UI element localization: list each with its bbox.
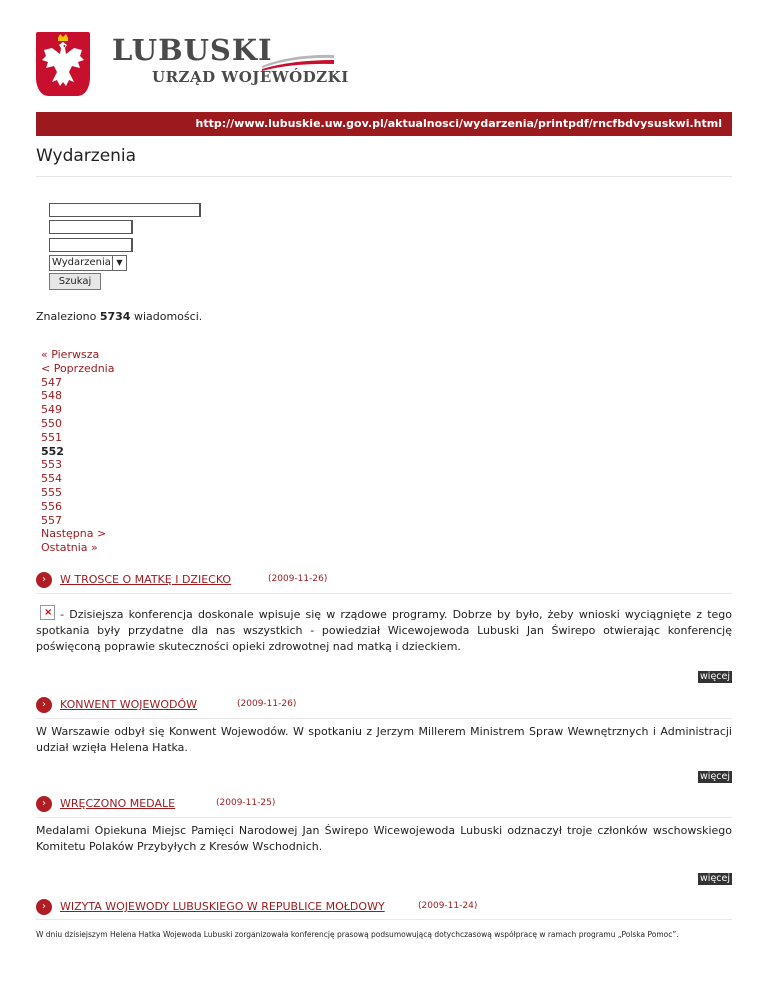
title-divider — [36, 176, 732, 177]
pagination-next[interactable]: Następna > — [41, 527, 107, 541]
triangle-down-icon[interactable]: ▼ — [112, 256, 126, 270]
news-date: (2009-11-24) — [418, 901, 478, 911]
page-title: Wydarzenia — [36, 146, 137, 166]
chevron-right-icon[interactable]: › — [36, 572, 52, 588]
more-link[interactable]: więcej — [700, 873, 730, 884]
news-summary: W dniu dzisiejszym Helena Hatka Wojewoda Lubuski zorganizowała konferencję prasową podsumowującą dotychczasową współpracę w ramach programu „Polska Pomoc”. — [36, 930, 679, 939]
pagination — [41, 348, 114, 555]
site-header — [0, 0, 768, 140]
pagination-prev[interactable]: < Poprzednia — [41, 361, 115, 375]
pagination-page[interactable]: 547 — [41, 375, 62, 389]
news-divider — [36, 817, 732, 818]
chevron-right-icon[interactable]: › — [36, 796, 52, 812]
result-count-suffix: wiadomości. — [130, 310, 203, 323]
pagination-last[interactable]: Ostatnia » — [41, 541, 98, 555]
news-summary: W Warszawie odbył się Konwent Wojewodów. W spotkaniu z Jerzym Millerem Ministrem Spraw Wewnętrznych i Administracji udział wzięła Helena Hatka. — [36, 725, 732, 754]
pagination-page[interactable]: 550 — [41, 416, 62, 430]
news-summary-text: - Dzisiejsza konferencja doskonale wpisuje się w rządowe programy. Dobrze by było, żeby wnioski wyciągnięte z tego spotkania były przydatne dla nas wszystkich - powiedział Wicewojewoda Lubuski Jan Świrepo otwierając konferencję poświęconą poprawie skuteczności opieki zdrowotnej nad matką i dzieckiem. — [36, 608, 732, 653]
search-query-input[interactable] — [49, 203, 201, 217]
brand-title: LUBUSKI — [112, 33, 273, 67]
pagination-page[interactable]: 548 — [41, 389, 62, 403]
more-link[interactable]: więcej — [700, 771, 730, 782]
news-divider — [36, 919, 732, 920]
news-divider — [36, 718, 732, 719]
category-select[interactable] — [49, 255, 127, 271]
chevron-right-icon[interactable]: › — [36, 697, 52, 713]
brand-subtitle: URZĄD WOJEWÓDZKI — [152, 68, 349, 86]
news-summary: Medalami Opiekuna Miejsc Pamięci Narodowej Jan Świrepo Wicewojewoda Lubuski odznaczył troje członków wschowskiego Komitetu Polaków Przybyłych z Kresów Wschodnich. — [36, 824, 732, 853]
broken-image-icon: × — [40, 605, 55, 620]
eagle-emblem-icon[interactable] — [36, 32, 90, 96]
news-date: (2009-11-25) — [216, 798, 276, 808]
more-link[interactable]: więcej — [700, 671, 730, 682]
print-url-bar — [36, 112, 732, 136]
news-divider — [36, 593, 732, 594]
news-summary — [36, 605, 732, 655]
result-count-prefix: Znaleziono — [36, 310, 100, 323]
date-to-input[interactable] — [49, 238, 133, 252]
pagination-page[interactable]: 555 — [41, 485, 62, 499]
category-selected-value: Wydarzenia — [52, 257, 111, 268]
news-title-link[interactable]: W TROSCE O MATKĘ I DZIECKO — [60, 573, 232, 586]
news-title-link[interactable]: WRĘCZONO MEDALE — [60, 797, 176, 810]
chevron-right-icon[interactable]: › — [36, 899, 52, 915]
news-title-link[interactable]: KONWENT WOJEWODÓW — [60, 698, 198, 711]
pagination-page[interactable]: 553 — [41, 458, 62, 472]
pagination-page[interactable]: 549 — [41, 403, 62, 417]
date-from-input[interactable] — [49, 220, 133, 234]
pagination-page[interactable]: 551 — [41, 430, 62, 444]
pagination-page[interactable]: 557 — [41, 513, 62, 527]
search-button[interactable]: Szukaj — [49, 273, 101, 290]
news-date: (2009-11-26) — [237, 699, 297, 709]
result-count-number: 5734 — [99, 310, 131, 323]
pagination-first[interactable]: « Pierwsza — [41, 348, 100, 361]
pagination-page[interactable]: 554 — [41, 472, 62, 486]
pagination-page[interactable]: 556 — [41, 499, 62, 513]
news-title-link[interactable]: WIZYTA WOJEWODY LUBUSKIEGO W REPUBLICE MOŁDOWY — [60, 900, 385, 913]
pagination-current-page: 552 — [41, 444, 64, 458]
result-count — [36, 310, 202, 323]
news-date: (2009-11-26) — [268, 574, 328, 584]
print-url[interactable]: http://www.lubuskie.uw.gov.pl/aktualnosci/wydarzenia/printpdf/rncfbdvysuskwi.html — [195, 117, 722, 130]
